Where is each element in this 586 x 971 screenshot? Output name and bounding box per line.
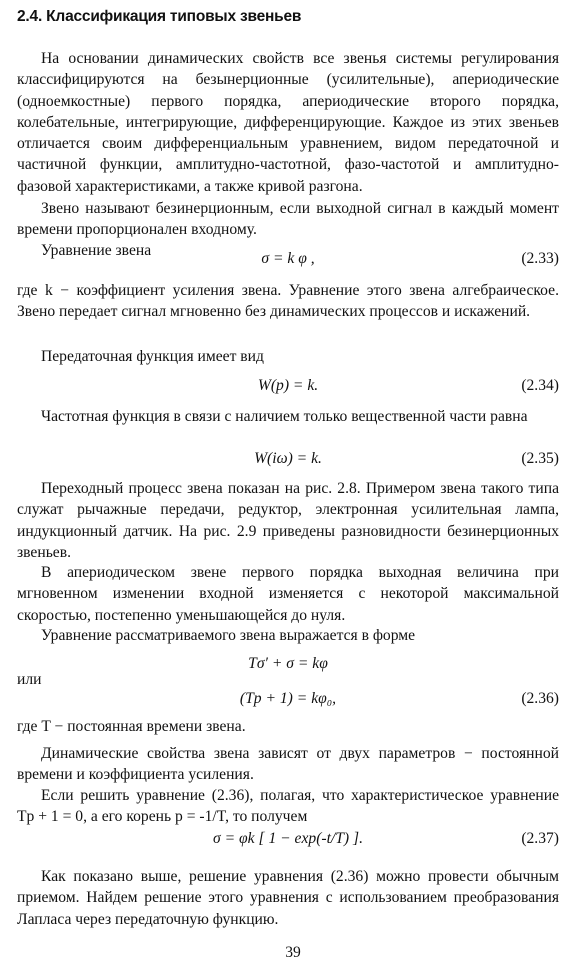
- equation-formula: W(iω) = k.: [254, 450, 322, 467]
- equation-formula: σ = φk [ 1 − exp(-t/T) ].: [213, 830, 363, 847]
- equation-2-34: [17, 375, 559, 397]
- paragraph-8: В апериодическом звене первого порядка выходная величина при мгновенном изменении входной изменяется с некоторой максимальной скоростью, постепенно уменьшающейся до нуля.: [17, 564, 559, 624]
- equation-number: (2.33): [521, 250, 559, 267]
- equation-number: (2.36): [521, 690, 559, 707]
- equation-formula: (Tp + 1) = kφ₀,: [239, 690, 337, 707]
- equation-formula: σ = k φ ,: [261, 250, 315, 267]
- equation-2-36: [17, 688, 559, 710]
- equation-2-35: [17, 448, 559, 470]
- paragraph-6: Частотная функция в связи с наличием только вещественной части равна: [41, 408, 528, 425]
- paragraph-1: На основании динамических свойств все звенья системы регулирования классифицируются на безынерционные (усилительные), апериодические (одноемкостные) первого порядка, апериодические второго порядка, колебательные, интегрирующие, дифференцирующие. Каждое из этих звеньев отличается своим дифференциальным уравнением, видом передаточной и частичной функции, амплитудно-частотной, фазо-частотой и амплитудно-фазовой характеристиками, а также кривой разгона.: [17, 50, 559, 195]
- paragraph-4: где k − коэффициент усиления звена. Уравнение этого звена алгебраическое. Звено передает сигнал мгновенно без динамических процессов и искажений.: [17, 282, 559, 321]
- paragraph-14: Как показано выше, решение уравнения (2.36) можно провести обычным приемом. Найдем решение этого уравнения с использованием преобразования Лапласа через передаточную функцию.: [17, 868, 559, 928]
- paragraph-2: Звено называют безинерционным, если выходной сигнал в каждый момент времени пропорционален входному.: [17, 200, 559, 239]
- equation-formula: W(p) = k.: [257, 377, 319, 394]
- paragraph-10: или: [17, 671, 42, 688]
- equation-number: (2.34): [521, 377, 559, 394]
- paragraph-9: Уравнение рассматриваемого звена выражается в форме: [41, 627, 416, 644]
- paragraph-11: где T − постоянная времени звена.: [17, 718, 246, 735]
- section-heading: 2.4. Классификация типовых звеньев: [17, 8, 302, 25]
- equation-2-37: [17, 828, 559, 850]
- paragraph-12: Динамические свойства звена зависят от двух параметров − постоянной времени и коэффициента усиления.: [17, 745, 559, 784]
- equation-formula: Tσ′ + σ = kφ: [248, 655, 328, 672]
- paragraph-13: Если решить уравнение (2.36), полагая, что характеристическое уравнение Tp + 1 = 0, а его корень p = -1/T, то получем: [17, 787, 559, 826]
- equation-number: (2.35): [521, 450, 559, 467]
- equation-2-33: [17, 248, 559, 270]
- paragraph-5: Передаточная функция имеет вид: [41, 348, 264, 365]
- page-number: 39: [285, 944, 301, 961]
- paragraph-7: Переходный процесс звена показан на рис. 2.8. Примером звена такого типа служат рычажные передачи, редуктор, электронная усилительная лампа, индукционный датчик. На рис. 2.9 приведены разновидности безинерционных звеньев.: [17, 480, 559, 561]
- paragraph-3: Уравнение звена: [41, 242, 152, 259]
- equation-number: (2.37): [521, 830, 559, 847]
